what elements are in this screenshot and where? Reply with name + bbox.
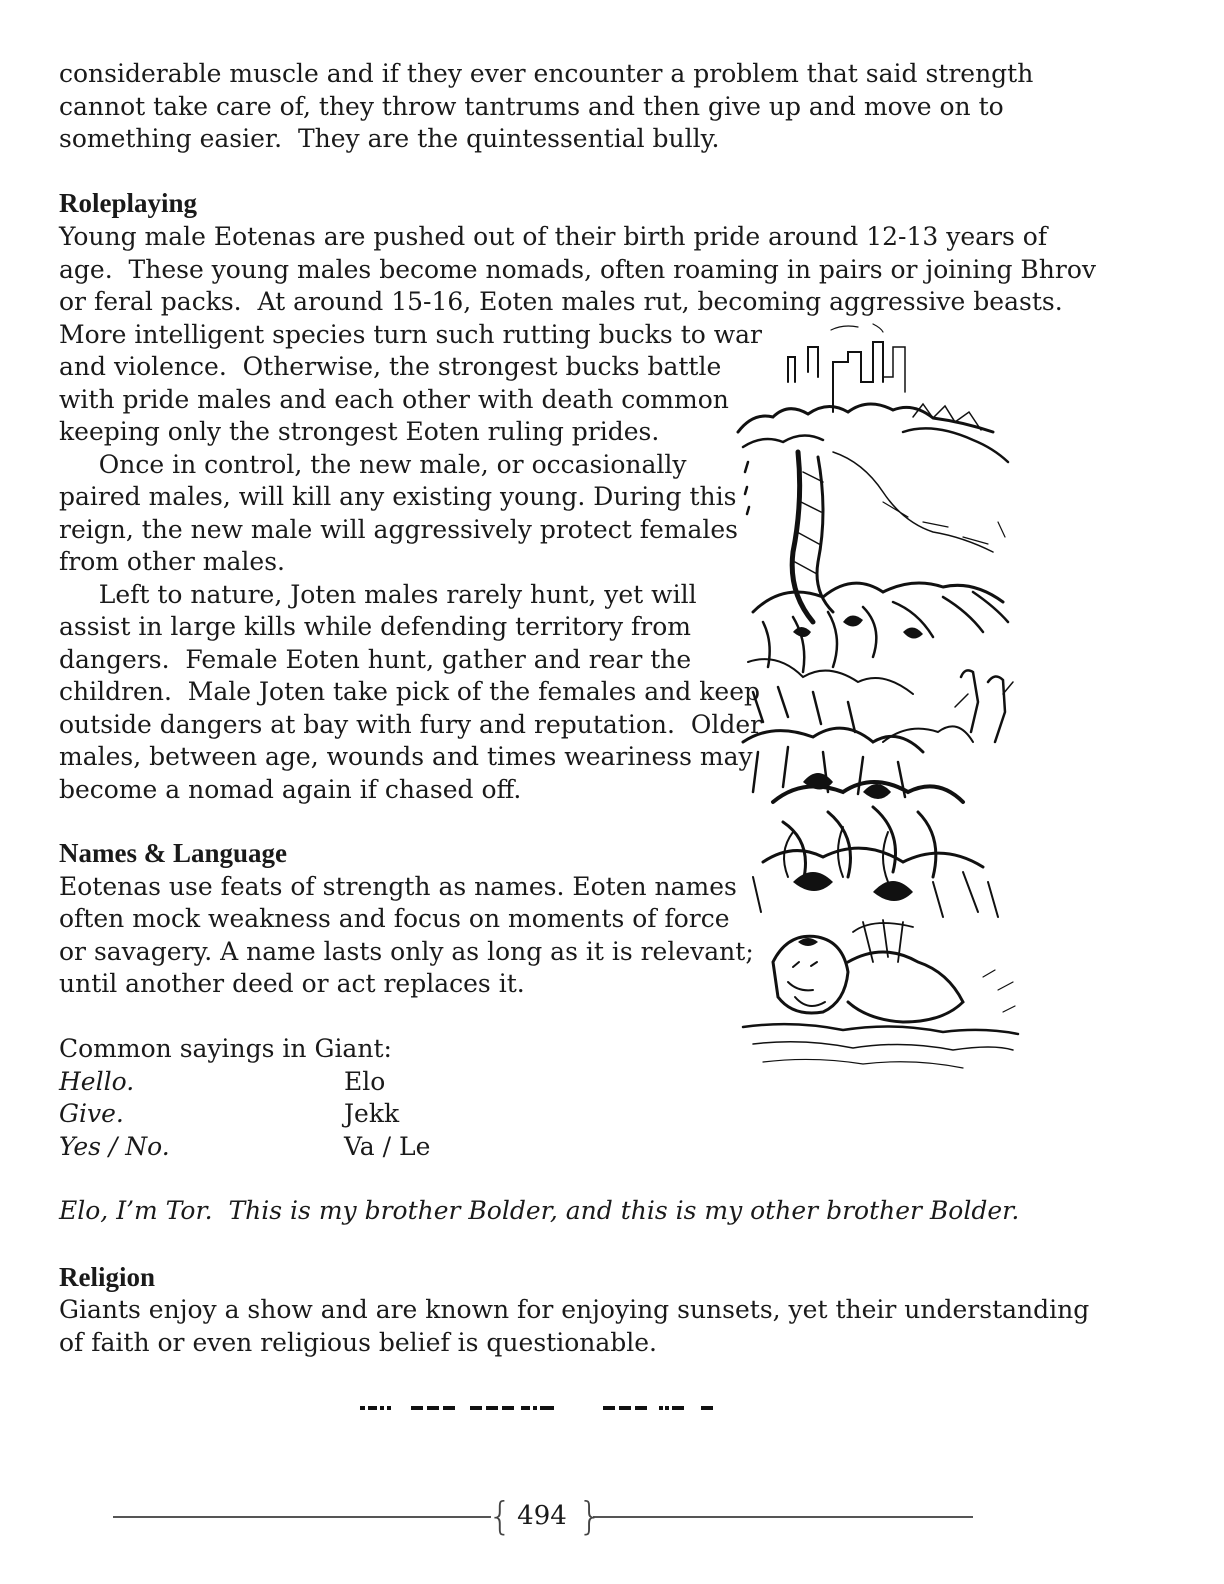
saying-giant: Elo — [344, 1066, 386, 1096]
footer-rule-right — [593, 1516, 973, 1518]
giant-illustration — [733, 322, 1023, 1080]
roleplaying-heading: Roleplaying — [59, 188, 198, 218]
roleplaying-line: Left to nature, Joten males rarely hunt, yet will — [59, 579, 697, 609]
roleplaying-line: paired males, will kill any existing young. During this — [59, 482, 737, 511]
saying-english: Give. — [59, 1099, 124, 1128]
roleplaying-line: with pride males and each other with death common — [59, 384, 729, 414]
religion-line: of faith or even religious belief is questionable. — [59, 1327, 657, 1357]
footer-rule-left — [113, 1516, 491, 1518]
religion-heading: Religion — [59, 1262, 156, 1292]
page-number-right-brace: } — [578, 1494, 603, 1538]
saying-giant: Va / Le — [344, 1131, 431, 1161]
roleplaying-line: More intelligent species turn such rutting bucks to war — [59, 319, 763, 349]
roleplaying-line: become a nomad again if chased off. — [59, 774, 522, 804]
saying-giant: Jekk — [344, 1099, 400, 1128]
roleplaying-line: reign, the new male will aggressively protect females — [59, 514, 738, 544]
roleplaying-line: keeping only the strongest Eoten ruling prides. — [59, 417, 660, 446]
roleplaying-line: outside dangers at bay with fury and reputation. Older — [59, 709, 763, 739]
section-divider — [355, 1396, 720, 1416]
roleplaying-line: or feral packs. At around 15-16, Eoten males rut, becoming aggressive beasts. — [59, 287, 1063, 316]
roleplaying-line: assist in large kills while defending territory from — [59, 612, 691, 641]
roleplaying-line: males, between age, wounds and times weariness may — [59, 742, 753, 771]
roleplaying-line: children. Male Joten take pick of the females and keep — [59, 677, 760, 706]
roleplaying-line: Young male Eotenas are pushed out of their birth pride around 12-13 years of — [59, 222, 1048, 251]
page-number-left-brace: { — [488, 1494, 513, 1538]
roleplaying-line: age. These young males become nomads, often roaming in pairs or joining Bhrov — [59, 254, 1096, 284]
page-number: 494 — [517, 1501, 567, 1531]
names-heading: Names & Language — [59, 838, 287, 868]
intro-line: considerable muscle and if they ever encounter a problem that said strength — [59, 59, 1034, 88]
roleplaying-line: and violence. Otherwise, the strongest bucks battle — [59, 352, 722, 381]
example-dialogue: Elo, I’m Tor. This is my brother Bolder, and this is my other brother Bolder. — [59, 1196, 1020, 1225]
names-line: until another deed or act replaces it. — [59, 969, 525, 998]
saying-english: Yes / No. — [59, 1131, 170, 1161]
roleplaying-line: from other males. — [59, 547, 285, 576]
intro-line: something easier. They are the quintessential bully. — [59, 124, 720, 153]
intro-line: cannot take care of, they throw tantrums and then give up and move on to — [59, 91, 1004, 121]
roleplaying-line: Once in control, the new male, or occasionally — [59, 449, 687, 479]
roleplaying-line: dangers. Female Eoten hunt, gather and rear the — [59, 644, 692, 674]
sayings-intro: Common sayings in Giant: — [59, 1034, 392, 1063]
saying-english: Hello. — [59, 1066, 135, 1096]
religion-line: Giants enjoy a show and are known for enjoying sunsets, yet their understanding — [59, 1295, 1090, 1324]
names-line: or savagery. A name lasts only as long as it is relevant; — [59, 936, 754, 966]
names-line: Eotenas use feats of strength as names. Eoten names — [59, 871, 737, 901]
names-line: often mock weakness and focus on moments of force — [59, 904, 730, 933]
